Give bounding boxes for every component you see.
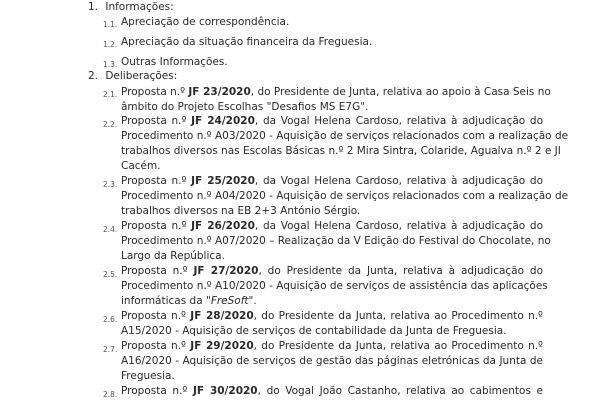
list-item — [121, 309, 543, 339]
text-line: Procedimento n.º A10/2020 - Aquisição de serviços de assistência das aplicações — [121, 280, 548, 292]
proposal-ref: JF 23/2020 — [188, 86, 251, 98]
text-line: âmbito do Projeto Escolhas "Desafios MS E7G". — [121, 101, 369, 113]
text-run: , da Vogal Helena Cardoso, relativa à adjudicação do — [254, 175, 544, 187]
item-number: 2.2. — [103, 120, 118, 129]
section-number: 1. — [88, 1, 99, 13]
item-number: 1.2. — [103, 40, 118, 49]
item-number: 2.6. — [103, 315, 118, 324]
text-line — [121, 85, 551, 100]
list-item — [121, 114, 569, 174]
text-run: Proposta n.º — [121, 115, 192, 127]
text-run: Proposta n.º — [121, 175, 192, 187]
text-run: , do Presidente da Junta, relativa ao Procedimento n.º — [253, 310, 544, 322]
section-title: Deliberações: — [105, 70, 178, 82]
section-title: Informações: — [105, 1, 174, 13]
software-name: FreSoft — [210, 295, 249, 307]
proposal-ref: JF 24/2020 — [191, 115, 255, 127]
text-line: Procedimento n.º A03/2020 - Aquisição de serviços relacionados com a realização de — [121, 130, 569, 142]
list-item: Outras Informações. — [121, 56, 228, 68]
list-item — [121, 174, 569, 219]
list-item: Apreciação de correspondência. — [121, 16, 290, 28]
text-line: Procedimento n.º A04/2020 - Aquisição de serviços relacionados com a realização de — [121, 190, 569, 202]
list-item — [121, 384, 543, 399]
text-line: Freguesia. — [121, 370, 175, 382]
text-run: , do Vogal João Castanho, relativa ao cabimentos e — [257, 385, 544, 397]
proposal-ref: JF 28/2020 — [190, 310, 254, 322]
text-line — [121, 114, 543, 129]
list-item — [121, 85, 551, 115]
text-run: , do Presidente da Junta, relativa ao Procedimento n.º — [253, 340, 544, 352]
text-run: Proposta n.º — [121, 86, 189, 98]
text-line — [121, 174, 543, 189]
text-run: , do Presidente de Junta, relativa ao apoio à Casa Seis no — [250, 86, 551, 98]
text-line — [121, 264, 543, 279]
text-run: , da Vogal Helena Cardoso, relativa à adjudicação do — [254, 220, 544, 232]
item-number: 2.1. — [103, 90, 118, 99]
text-line: Cacém. — [121, 160, 161, 172]
text-line: Largo da República. — [121, 250, 225, 262]
list-item — [121, 264, 548, 309]
text-run: Proposta n.º — [121, 265, 194, 277]
proposal-ref: JF 27/2020 — [193, 265, 259, 277]
item-number: 2.4. — [103, 225, 118, 234]
section-heading — [88, 1, 174, 13]
proposal-ref: JF 25/2020 — [191, 175, 255, 187]
list-item — [121, 339, 543, 384]
text-run: ". — [248, 295, 257, 307]
item-number: 2.8. — [103, 390, 118, 399]
text-line — [121, 219, 543, 234]
proposal-ref: JF 26/2020 — [191, 220, 255, 232]
item-number: 2.3. — [103, 180, 118, 189]
text-line — [121, 309, 543, 324]
text-line — [121, 339, 543, 354]
text-run: Proposta n.º — [121, 310, 191, 322]
text-run: Proposta n.º — [121, 340, 191, 352]
text-line — [121, 294, 543, 309]
text-run: Proposta n.º — [121, 385, 193, 397]
item-number: 2.5. — [103, 270, 118, 279]
text-line: A15/2020 - Aquisição de serviços de contabilidade da Junta de Freguesia. — [121, 325, 507, 337]
text-line: trabalhos diversos na EB 2+3 António Sérgio. — [121, 205, 361, 217]
text-line — [121, 384, 543, 399]
proposal-ref: JF 29/2020 — [190, 340, 254, 352]
section-number: 2. — [88, 70, 99, 82]
proposal-ref: JF 30/2020 — [192, 385, 258, 397]
text-run: , da Vogal Helena Cardoso, relativa à adjudicação do — [254, 115, 544, 127]
item-number: 1.1. — [103, 20, 118, 29]
list-item: Apreciação da situação financeira da Freguesia. — [121, 36, 373, 48]
text-line: A16/2020 - Aquisição de serviços de gestão das páginas eletrónicas da Junta de — [121, 355, 543, 367]
item-number: 2.7. — [103, 345, 118, 354]
list-item — [121, 219, 551, 264]
text-line: Procedimento n.º A07/2020 – Realização da V Edição do Festival do Chocolate, no — [121, 235, 551, 247]
text-line: trabalhos diversos nas Escolas Básicas n.º 2 Mira Sintra, Colaride, Agualva n.º 2 e JI — [121, 145, 561, 157]
text-run: Proposta n.º — [121, 220, 192, 232]
text-run: informáticas da " — [121, 295, 211, 307]
section-heading — [88, 70, 177, 82]
text-run: , do Presidente da Junta, relativa à adjudicação do — [258, 265, 544, 277]
item-number: 1.3. — [103, 60, 118, 69]
